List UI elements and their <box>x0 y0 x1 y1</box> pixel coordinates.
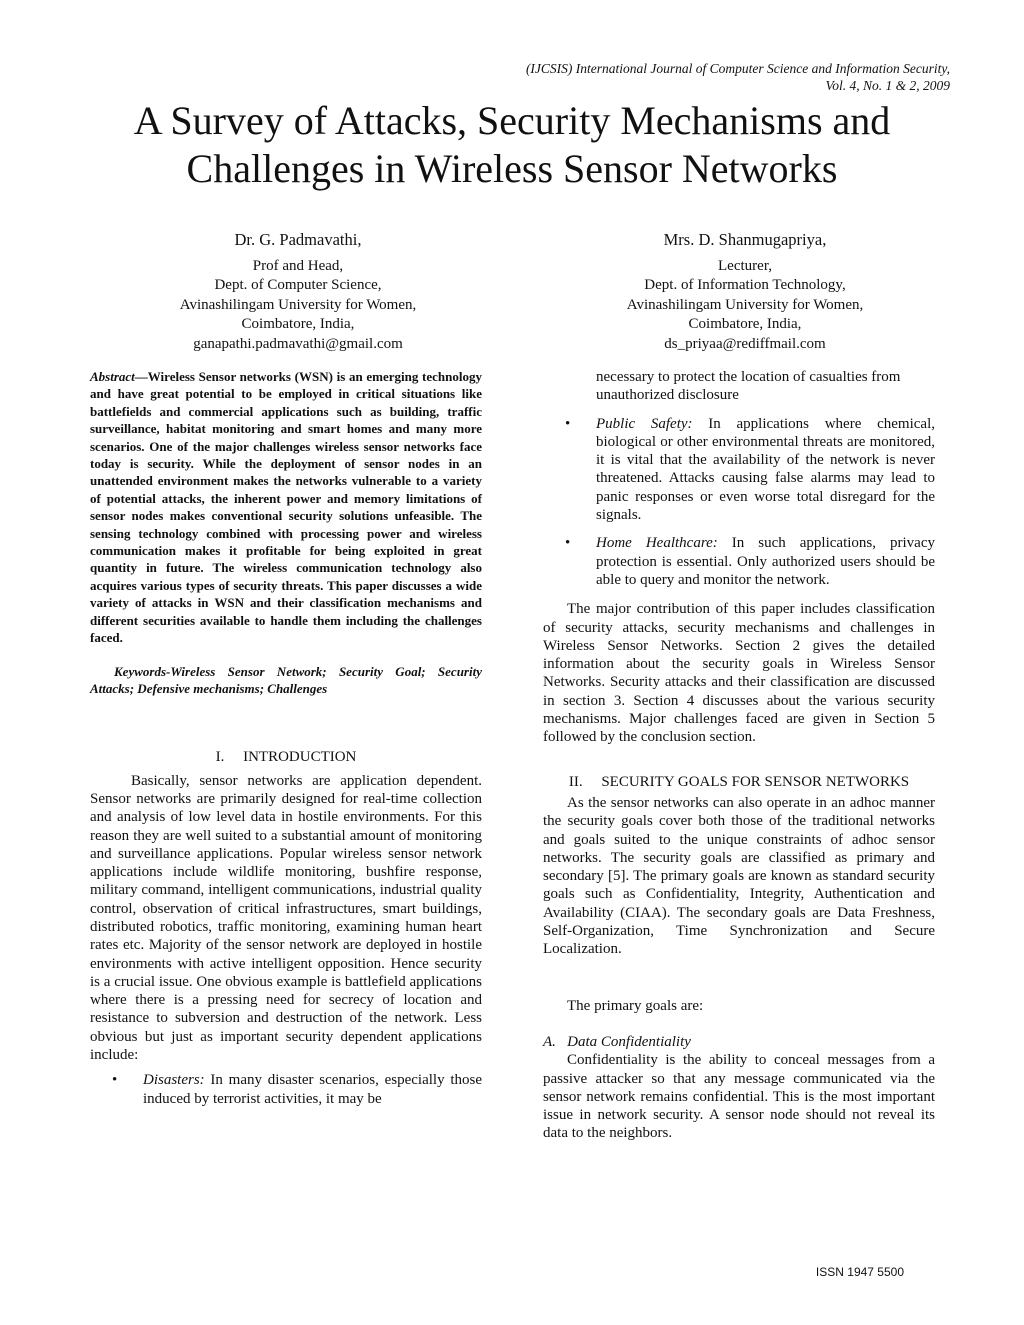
bullet-icon: • <box>112 1072 118 1089</box>
bullet-text: In applications where chemical, biological or other environmental threats are monitored, it is vital that the availability of the network is never threatened. Attacks causing false alarms may lead to panic responses or even worse total disregard for the signals. <box>596 415 935 524</box>
author-location: Coimbatore, India, <box>688 316 802 332</box>
author-name: Mrs. D. Shanmugapriya, <box>663 230 827 249</box>
bullet-text: In many disaster scenarios, especially those induced by terrorist activities, it may be <box>143 1072 482 1107</box>
bullet-text: necessary to protect the location of casualties from unauthorized disclosure <box>596 369 901 404</box>
list-item <box>543 534 935 589</box>
author-university: Avinashilingam University for Women, <box>179 296 417 313</box>
intro-paragraph: Basically, sensor networks are application dependent. Sensor networks are primarily designed for real-time collection and analysis of low level data in hostile environments. For this reason they are well suited to a substantial amount of monitoring and surveillance applications. Popular wireless sensor network applications include wildlife monitoring, bushfire response, military command, intelligent communications, industrial quality control, observation of critical infrastructures, smart buildings, distributed robotics, traffic monitoring, examining human heart rates etc. Majority of the sensor network are deployed in hostile environments with active intelligent opposition. Hence security is a crucial issue. One obvious example is battlefield applications where there is a pressing need for secrecy of location and resistance to subversion and destruction of the network. Less obvious but just as important security dependent applications include: <box>90 772 482 1064</box>
abstract-label: Abstract <box>90 369 135 384</box>
author-position: Prof and Head, <box>252 257 344 274</box>
confidentiality-paragraph: Confidentiality is the ability to conceal messages from a passive attacker so that any message communicated via the sensor network remains confidential. This is the most important issue in network security. A sensor node should not reveal its data to the neighbors. <box>543 1052 935 1142</box>
author-dept: Dept. of Computer Science, <box>214 277 382 293</box>
journal-volume: Vol. 4, No. 1 & 2, 2009 <box>825 78 950 93</box>
list-item <box>90 1071 482 1108</box>
bullet-label: Home Healthcare: <box>596 535 718 552</box>
author-block-1 <box>118 230 478 354</box>
section-heading-security-goals: II. SECURITY GOALS FOR SENSOR NETWORKS <box>568 773 910 790</box>
paper-title <box>60 97 964 193</box>
applications-list <box>90 1071 482 1108</box>
author-dept: Dept. of Information Technology, <box>644 277 846 293</box>
journal-header <box>526 60 950 94</box>
author-name: Dr. G. Padmavathi, <box>234 230 362 249</box>
author-location: Coimbatore, India, <box>241 316 355 332</box>
bullet-text: In such applications, privacy protection is essential. Only authorized users should be able to query and monitor the network. <box>596 535 935 588</box>
author-position: Lecturer, <box>718 257 772 274</box>
title-line-2: Challenges in Wireless Sensor Networks <box>186 146 838 191</box>
right-column <box>543 368 935 1143</box>
author-block-2 <box>565 230 925 354</box>
bullet-icon: • <box>565 415 571 432</box>
title-line-1: A Survey of Attacks, Security Mechanisms and <box>133 98 891 143</box>
issn-footer: ISSN 1947 5500 <box>815 1265 904 1279</box>
applications-list-continued <box>543 368 935 589</box>
author-university: Avinashilingam University for Women, <box>626 296 864 313</box>
bullet-icon: • <box>565 535 571 552</box>
list-item <box>543 415 935 525</box>
bullet-label: Public Safety: <box>596 415 693 432</box>
left-column <box>90 368 482 1108</box>
subsection-heading-data-confidentiality: A. Data Confidentiality <box>543 1033 691 1050</box>
keywords: Keywords-Wireless Sensor Network; Security Goal; Security Attacks; Defensive mechanisms; Challenges <box>90 663 482 696</box>
abstract-text: —Wireless Sensor networks (WSN) is an emerging technology and have great potential to be employed in critical situations like battlefields and commercial applications such as building, traffic surveillance, habitat monitoring and smart homes and many more scenarios. One of the major challenges wireless sensor networks face today is security. While the deployment of sensor nodes in an unattended environment makes the networks vulnerable to a variety of potential attacks, the inherent power and memory limitations of sensor nodes makes conventional security solutions unfeasible. The sensing technology combined with processing power and wireless communication makes it profitable for being exploited in great quantity in future. The wireless communication technology also acquires various types of security threats. This paper discusses a wide variety of attacks in WSN and their classification mechanisms and different securities available to handle them including the challenges faced. <box>90 369 482 646</box>
list-item <box>543 368 935 405</box>
section-heading-introduction: I. INTRODUCTION <box>215 749 357 766</box>
contribution-paragraph: The major contribution of this paper includes classification of security attacks, security mechanisms and challenges in Wireless Sensor Networks. Section 2 gives the detailed information about the security goals in Wireless Sensor Networks. Security attacks and their classification are discussed in section 3. Section 4 discusses about the various security mechanisms. Major challenges faced are given in Section 5 followed by the conclusion section. <box>543 601 935 746</box>
author-email: ganapathi.padmavathi@gmail.com <box>193 335 403 352</box>
security-goals-paragraph: As the sensor networks can also operate in an adhoc manner the security goals cover both those of the traditional networks and goals suited to the unique constraints of adhoc sensor networks. The security goals are classified as primary and secondary [5]. The primary goals are known as standard security goals such as Confidentiality, Integrity, Authentication and Availability (CIAA). The secondary goals are Data Freshness, Self-Organization, Time Synchronization and Secure Localization. <box>543 794 935 958</box>
author-email: ds_priyaa@rediffmail.com <box>664 335 826 352</box>
journal-name: (IJCSIS) International Journal of Computer Science and Information Security, <box>525 61 950 76</box>
abstract <box>90 368 482 647</box>
primary-goals-text: The primary goals are: <box>567 997 704 1014</box>
bullet-label: Disasters: <box>143 1072 205 1089</box>
